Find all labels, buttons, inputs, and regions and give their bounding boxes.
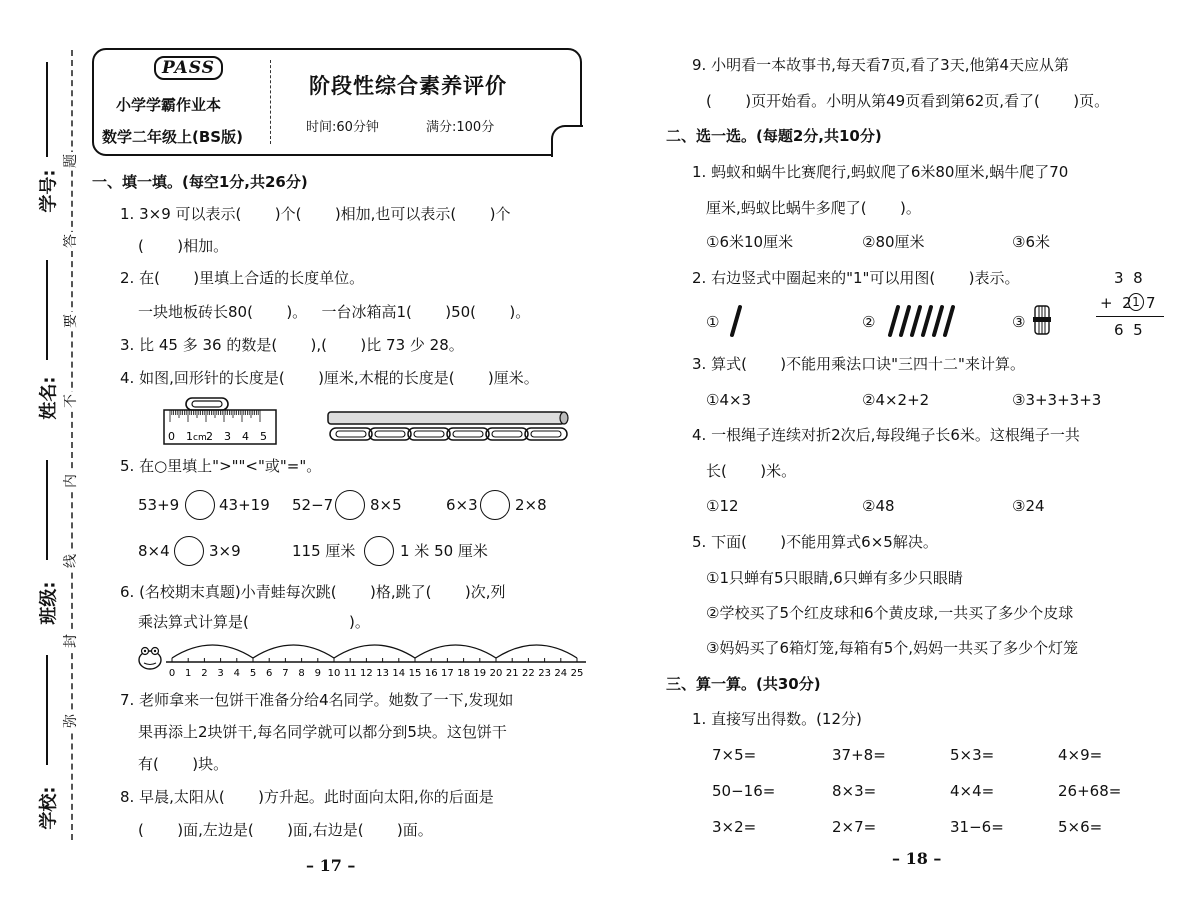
stick-icon	[901, 307, 909, 335]
school-blank-line	[46, 655, 48, 765]
number-line-label: 23	[538, 668, 551, 679]
ruler-tick-label: 2	[206, 430, 213, 443]
number-line-label: 19	[473, 668, 487, 679]
number-line-label: 24	[554, 668, 568, 679]
number-line-label: 12	[360, 668, 373, 679]
choice-3: 3. 算式( )不能用乘法口诀"三四十二"来计算。	[692, 355, 1025, 373]
number-line-label: 1	[185, 668, 192, 679]
compare-expr: 52−7	[292, 496, 334, 514]
page-18	[600, 0, 1200, 899]
page-curl-icon	[551, 125, 583, 157]
question-1-line-2: ( )相加。	[138, 237, 229, 255]
name-blank-line	[46, 260, 48, 360]
choice-option[interactable]: ③妈妈买了6箱灯笼,每箱有5个,妈妈一共买了多少个灯笼	[706, 639, 1079, 657]
frog-icon	[139, 648, 161, 670]
question-6-line-2: 乘法算式计算是( )。	[138, 613, 370, 631]
ruler	[164, 410, 276, 444]
number-line-label: 0	[168, 668, 176, 679]
ruler-unit-label: cm	[193, 433, 207, 443]
id-label: 学号:	[38, 169, 60, 213]
section-3-title: 三、算一算。(共30分)	[666, 675, 821, 693]
seal-char: 弥	[63, 714, 79, 728]
seal-char: 线	[63, 554, 79, 568]
number-line-label: 4	[233, 668, 240, 679]
ruler-tick-label: 3	[224, 430, 231, 443]
edition-label: 数学二年级上(BS版)	[102, 128, 243, 146]
jump-arc	[415, 645, 496, 658]
choice-option[interactable]: ①12	[706, 497, 739, 515]
seal-char: 内	[63, 474, 79, 488]
number-line-label: 7	[282, 668, 289, 679]
stick-icon	[328, 412, 568, 424]
question-7-line-3: 有( )块。	[138, 755, 229, 773]
compare-expr: 53+9	[138, 496, 180, 514]
calc-item: 2×7=	[832, 818, 877, 836]
choice-option[interactable]: ②4×2+2	[862, 391, 930, 409]
choice-option[interactable]: ③	[1012, 313, 1026, 331]
ruler-tick-label: 4	[242, 430, 249, 443]
compare-expr: 43+19	[219, 496, 270, 514]
seal-char: 答	[63, 234, 79, 248]
compare-circle-input[interactable]	[335, 490, 365, 520]
number-line-label: 20	[489, 668, 503, 679]
name-label: 姓名:	[38, 376, 60, 420]
calc-item: 31−6=	[950, 818, 1004, 836]
paperclip-inner	[414, 431, 444, 437]
calc-item: 5×6=	[1058, 818, 1103, 836]
circled-one: 1	[1128, 293, 1144, 311]
choice-option[interactable]: ①	[706, 313, 720, 331]
number-line-label: 10	[327, 668, 341, 679]
choice-option[interactable]: ②80厘米	[862, 233, 925, 251]
number-line-label: 11	[343, 668, 357, 679]
paperclip-inner	[336, 431, 366, 437]
compare-circle-input[interactable]	[185, 490, 215, 520]
choice-option[interactable]: ②	[862, 313, 876, 331]
choice-5: 5. 下面( )不能用算式6×5解决。	[692, 533, 938, 551]
compare-expr: 2×8	[515, 496, 547, 514]
paperclip-inner	[492, 431, 522, 437]
question-7-line-1: 7. 老师拿来一包饼干准备分给4名同学。她数了一下,发现如	[120, 691, 514, 709]
vertical-digit: 7	[1146, 294, 1156, 312]
seal-char: 题	[63, 154, 79, 168]
number-line-label: 2	[201, 668, 208, 679]
jump-arc	[496, 645, 577, 658]
calc-item: 37+8=	[832, 746, 886, 764]
compare-circle-input[interactable]	[364, 536, 394, 566]
question-8-line-1: 8. 早晨,太阳从( )方升起。此时面向太阳,你的后面是	[120, 788, 494, 806]
page-number: – 18 –	[892, 849, 942, 868]
ruler-figure	[160, 392, 580, 448]
choice-option[interactable]: ②学校买了5个红皮球和6个黄皮球,一共买了多少个皮球	[706, 604, 1074, 622]
number-line-label: 21	[505, 668, 519, 679]
stick-icon	[912, 307, 920, 335]
question-3: 3. 比 45 多 36 的数是( ),( )比 73 少 28。	[120, 336, 464, 354]
id-blank-line	[46, 62, 48, 157]
vertical-rule	[1096, 316, 1164, 317]
number-line	[136, 632, 596, 680]
calc-item: 5×3=	[950, 746, 995, 764]
vertical-row-top: 3 8	[1114, 269, 1143, 287]
calc-item: 4×4=	[950, 782, 995, 800]
number-line-label: 9	[314, 668, 321, 679]
choice-option[interactable]: ③3+3+3+3	[1012, 391, 1102, 409]
question-5: 5. 在○里填上">""<"或"="。	[120, 457, 322, 475]
paperclip-chain	[330, 428, 567, 440]
jump-arc	[253, 645, 334, 658]
page-number: – 17 –	[306, 856, 356, 875]
section-1-title: 一、填一填。(每空1分,共26分)	[92, 173, 308, 191]
stick-bundle-icon	[1030, 300, 1056, 340]
choice-option[interactable]: ②48	[862, 497, 895, 515]
school-label: 学校:	[38, 786, 60, 830]
calc-part-1-title: 1. 直接写出得数。(12分)	[692, 710, 862, 728]
number-line-label: 17	[441, 668, 454, 679]
header-divider	[270, 60, 271, 144]
calc-item: 7×5=	[712, 746, 757, 764]
seal-char: 要	[63, 314, 79, 328]
compare-expr: 1 米 50 厘米	[400, 542, 488, 560]
number-line-label: 6	[266, 668, 273, 679]
compare-expr: 6×3	[446, 496, 478, 514]
question-2-items: 一块地板砖长80( )。 一台冰箱高1( )50( )。	[138, 303, 531, 321]
choice-4-line-2: 长( )米。	[706, 462, 797, 480]
ruler-tick-label: 5	[260, 430, 267, 443]
paperclip-inner	[531, 431, 561, 437]
vertical-addition	[1096, 262, 1166, 342]
stick-icon	[890, 307, 898, 335]
question-6-line-1: 6. (名校期末真题)小青蛙每次跳( )格,跳了( )次,列	[120, 583, 506, 601]
compare-expr: 8×5	[370, 496, 402, 514]
question-1-line-1: 1. 3×9 可以表示( )个( )相加,也可以表示( )个	[120, 205, 511, 223]
pass-logo: PASS	[154, 56, 223, 80]
number-line-label: 3	[217, 668, 224, 679]
compare-expr: 115 厘米	[292, 542, 356, 560]
seal-char: 封	[63, 634, 79, 648]
paperclip-inner	[375, 431, 405, 437]
score-label: 满分:100分	[426, 120, 495, 135]
ruler-tick-label: 0	[168, 430, 175, 443]
number-line-label: 18	[457, 668, 470, 679]
seal-char: 不	[63, 394, 79, 408]
number-line-label: 25	[570, 668, 584, 679]
calc-item: 8×3=	[832, 782, 877, 800]
class-label: 班级:	[38, 581, 60, 625]
calc-item: 3×2=	[712, 818, 757, 836]
choice-option[interactable]: ①6米10厘米	[706, 233, 794, 251]
jump-arc	[172, 645, 253, 658]
number-line-label: 16	[424, 668, 438, 679]
class-blank-line	[46, 460, 48, 560]
calc-item: 4×9=	[1058, 746, 1103, 764]
choice-option[interactable]: ③24	[1012, 497, 1045, 515]
question-2: 2. 在( )里填上合适的长度单位。	[120, 269, 365, 287]
number-line-label: 22	[522, 668, 535, 679]
section-2-title: 二、选一选。(每题2分,共10分)	[666, 127, 882, 145]
stick-icon	[945, 307, 953, 335]
compare-expr: 8×4	[138, 542, 170, 560]
compare-circle-input[interactable]	[480, 490, 510, 520]
number-line-label: 8	[298, 668, 305, 679]
number-line-label: 13	[376, 668, 389, 679]
jump-arc	[334, 645, 415, 658]
choice-option[interactable]: ③6米	[1012, 233, 1050, 251]
brand-name: 小学学霸作业本	[116, 96, 222, 114]
question-9-line-2: ( )页开始看。小明从第49页看到第62页,看了( )页。	[706, 92, 1110, 110]
choice-2: 2. 右边竖式中圈起来的"1"可以用图( )表示。	[692, 269, 1020, 287]
calc-item: 26+68=	[1058, 782, 1122, 800]
stick-icon	[934, 307, 942, 335]
paperclip-icon	[186, 398, 228, 410]
calc-item: 50−16=	[712, 782, 776, 800]
choice-1-line-1: 1. 蚂蚁和蜗牛比赛爬行,蚂蚁爬了6米80厘米,蜗牛爬了70	[692, 163, 1069, 181]
choice-option[interactable]: ①4×3	[706, 391, 752, 409]
number-line-label: 15	[408, 668, 422, 679]
choice-1-line-2: 厘米,蚂蚁比蜗牛多爬了( )。	[706, 199, 921, 217]
number-line-label: 14	[392, 668, 406, 679]
question-4: 4. 如图,回形针的长度是( )厘米,木棍的长度是( )厘米。	[120, 369, 539, 387]
vertical-row-result: 6 5	[1114, 321, 1143, 339]
vertical-row-mid: + 2	[1100, 294, 1132, 312]
ten-sticks-icon	[880, 303, 960, 339]
single-stick-icon	[724, 303, 748, 339]
header-card	[92, 48, 582, 156]
stick-icon	[923, 307, 931, 335]
choice-4-line-1: 4. 一根绳子连续对折2次后,每段绳子长6米。这根绳子一共	[692, 426, 1080, 444]
number-line-label: 5	[249, 668, 257, 679]
choice-option[interactable]: ①1只蝉有5只眼睛,6只蝉有多少只眼睛	[706, 569, 963, 587]
question-8-line-2: ( )面,左边是( )面,右边是( )面。	[138, 821, 433, 839]
compare-circle-input[interactable]	[174, 536, 204, 566]
compare-expr: 3×9	[209, 542, 241, 560]
question-7-line-2: 果再添上2块饼干,每名同学就可以都分到5块。这包饼干	[138, 723, 507, 741]
ruler-tick-label: 1	[186, 430, 193, 443]
question-9-line-1: 9. 小明看一本故事书,每天看7页,看了3天,他第4天应从第	[692, 56, 1070, 74]
page-title: 阶段性综合素养评价	[309, 74, 507, 98]
paperclip-inner	[453, 431, 483, 437]
time-label: 时间:60分钟	[306, 120, 379, 135]
